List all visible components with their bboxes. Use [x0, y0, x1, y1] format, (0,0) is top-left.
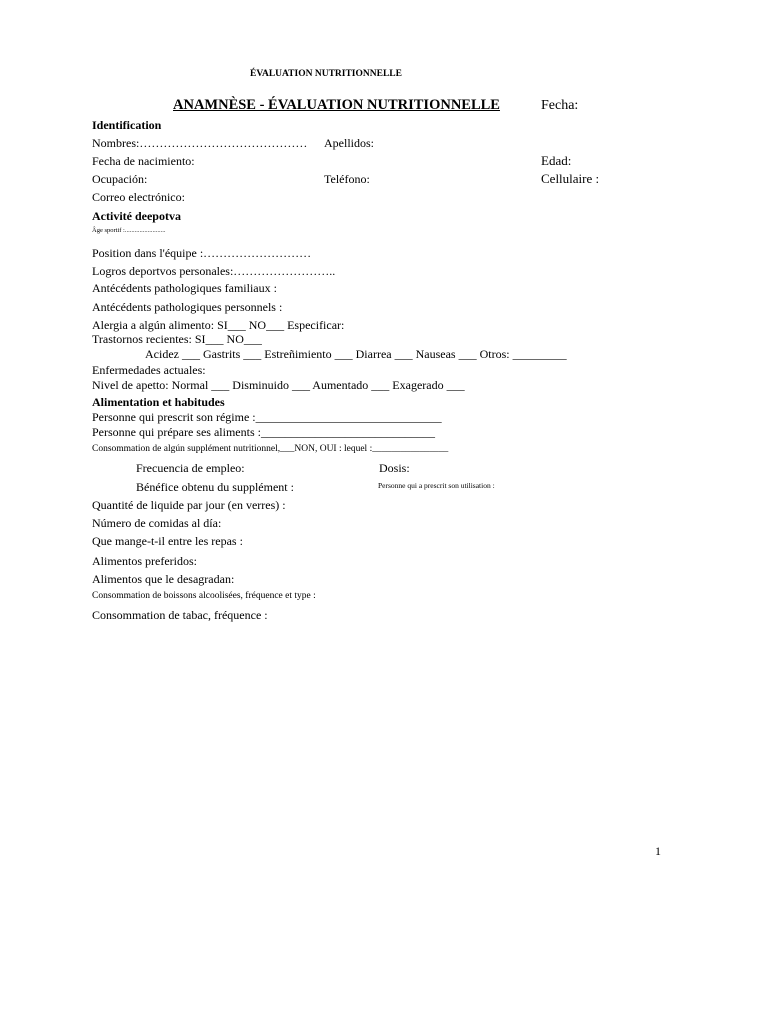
desagradan-field: Alimentos que le desagradan: [92, 572, 235, 586]
prepare-aliments-field: Personne qui prépare ses aliments :_____________________________ [92, 425, 435, 439]
fecha-nacimiento-field: Fecha de nacimiento: [92, 154, 195, 168]
benefice-field: Bénéfice obtenu du supplément : [136, 480, 294, 494]
cellulaire-field: Cellulaire : [541, 171, 600, 186]
enfermedades-field: Enfermedades actuales: [92, 363, 206, 377]
apellidos-field: Apellidos: [324, 136, 374, 150]
telefono-field: Teléfono: [324, 172, 370, 186]
fecha-label: Fecha: [541, 98, 579, 113]
edad-field: Edad: [541, 153, 572, 168]
dosis-field: Dosis: [379, 461, 410, 475]
document-title: ANAMNÈSE - ÉVALUATION NUTRITIONNELLE [173, 97, 500, 113]
apetito-field: Nivel de apetto: Normal ___ Disminuido ___ Aumentado ___ Exagerado ___ [92, 378, 465, 392]
alimentation-heading: Alimentation et habitudes [92, 395, 225, 409]
comidas-field: Número de comidas al día: [92, 516, 222, 530]
age-sportif-field: Âge sportif :......................... [92, 227, 166, 234]
prescrit-utilisation-field: Personne qui a prescrit son utilisation : [378, 481, 495, 490]
correo-field: Correo electrónico: [92, 190, 185, 204]
alergia-field: Alergia a algún alimento: SI___ NO___ Especificar: [92, 318, 345, 332]
trastornos-field: Trastornos recientes: SI___ NO___ [92, 332, 262, 346]
page-number: 1 [655, 844, 661, 858]
tabac-field: Consommation de tabac, fréquence : [92, 608, 268, 622]
liquide-field: Quantité de liquide par jour (en verres) : [92, 498, 286, 512]
mange-field: Que mange-t-il entre les repas : [92, 534, 243, 548]
boissons-field: Consommation de boissons alcoolisées, fréquence et type : [92, 591, 316, 601]
prescrit-regime-field: Personne qui prescrit son régime :_______________________________ [92, 410, 442, 424]
logros-field: Logros deportvos personales:…………………….. [92, 264, 336, 278]
supplement-field: Consommation de algún supplément nutritionnel,___NON, OUI : lequel :________________ [92, 444, 449, 454]
activite-heading: Activité deepotva [92, 209, 181, 223]
nombres-field: Nombres:…………………………………… [92, 136, 308, 150]
trastornos-list: Acidez ___ Gastrits ___ Estreñimiento ___ Diarrea ___ Nauseas ___ Otros: _________ [145, 347, 567, 361]
running-header: ÉVALUATION NUTRITIONNELLE [250, 69, 402, 79]
ocupacion-field: Ocupación: [92, 172, 148, 186]
frecuencia-field: Frecuencia de empleo: [136, 461, 245, 475]
position-field: Position dans l'équipe :……………………… [92, 246, 312, 260]
preferidos-field: Alimentos preferidos: [92, 554, 197, 568]
antecedents-personnels-field: Antécédents pathologiques personnels : [92, 300, 283, 314]
antecedents-familiaux-field: Antécédents pathologiques familiaux : [92, 281, 277, 295]
identification-heading: Identification [92, 118, 162, 132]
